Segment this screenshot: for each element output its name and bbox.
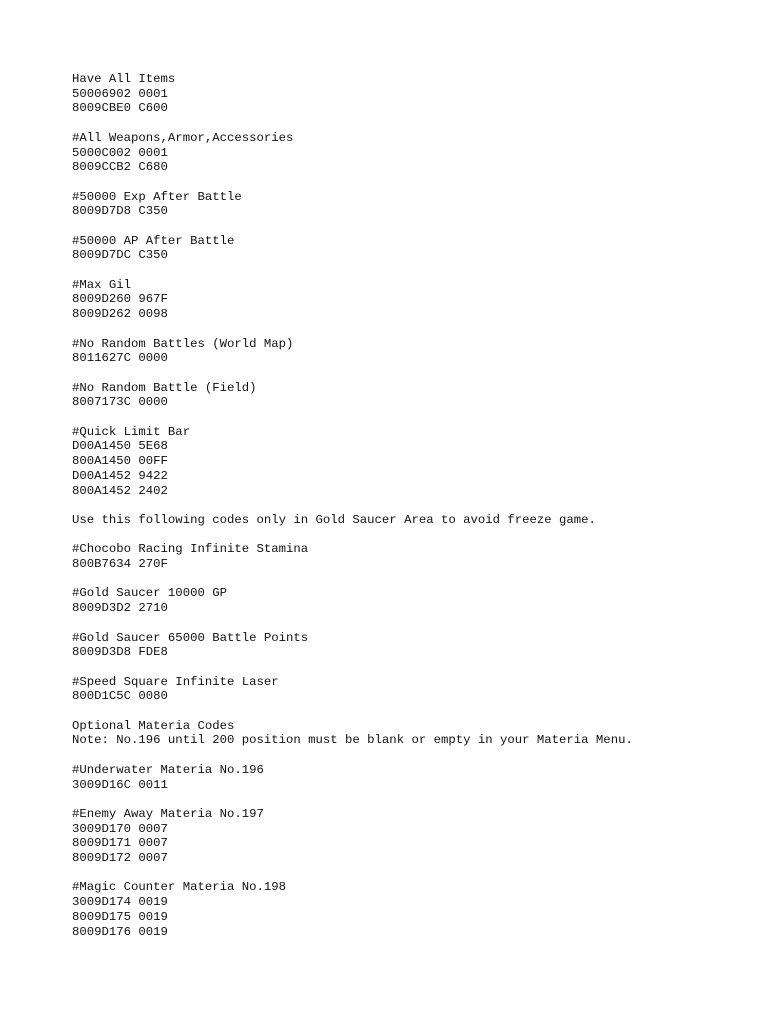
- code-line: 50006902 0001: [72, 86, 168, 101]
- code-block-no-random-battles-world: [72, 337, 762, 366]
- code-line: 8009D7DC C350: [72, 248, 168, 263]
- code-line: D00A1452 9422: [72, 468, 168, 483]
- code-line: 8009D7D8 C350: [72, 204, 168, 219]
- code-block-exp-after-battle: [72, 190, 762, 219]
- code-block-have-all-items: [72, 72, 762, 116]
- code-line: 800D1C5C 0080: [72, 689, 168, 704]
- block-heading: Have All Items: [72, 72, 176, 86]
- code-line: 3009D174 0019: [72, 895, 168, 910]
- code-line: 5000C002 0001: [72, 145, 168, 160]
- block-heading: #Speed Square Infinite Laser: [72, 674, 279, 689]
- code-line: 3009D16C 0011: [72, 777, 168, 792]
- code-block-battle-points: [72, 631, 762, 660]
- code-line: 8009D260 967F: [72, 292, 168, 307]
- block-heading: #No Random Battles (World Map): [72, 336, 294, 351]
- code-block-speed-square-laser: [72, 675, 762, 704]
- gold-saucer-note: [72, 513, 762, 528]
- note-text: Note: No.196 until 200 position must be blank or empty in your Materia Menu.: [72, 733, 633, 748]
- code-block-underwater-materia: [72, 763, 762, 792]
- code-line: 8007173C 0000: [72, 395, 168, 410]
- code-line: 800B7634 270F: [72, 557, 168, 572]
- code-line: 8009CCB2 C680: [72, 160, 168, 175]
- block-heading: #50000 AP After Battle: [72, 233, 235, 248]
- code-block-gold-saucer-gp: [72, 586, 762, 615]
- block-heading: #Enemy Away Materia No.197: [72, 806, 264, 821]
- code-line: 8009CBE0 C600: [72, 101, 168, 116]
- code-block-no-random-battle-field: [72, 381, 762, 410]
- block-heading: #Gold Saucer 10000 GP: [72, 586, 227, 601]
- code-line: 8009D3D8 FDE8: [72, 645, 168, 660]
- optional-materia-section: [72, 719, 762, 748]
- code-block-chocobo-stamina: [72, 542, 762, 571]
- code-line: 8009D3D2 2710: [72, 601, 168, 616]
- block-heading: #Gold Saucer 65000 Battle Points: [72, 630, 309, 645]
- code-block-ap-after-battle: [72, 234, 762, 263]
- code-line: 8009D172 0007: [72, 851, 168, 866]
- code-line: 800A1450 00FF: [72, 454, 168, 469]
- note-text: Use this following codes only in Gold Saucer Area to avoid freeze game.: [72, 512, 596, 527]
- block-heading: #Max Gil: [72, 277, 132, 292]
- code-block-enemy-away-materia: [72, 807, 762, 866]
- code-block-quick-limit-bar: [72, 425, 762, 499]
- block-heading: #Underwater Materia No.196: [72, 762, 264, 777]
- code-line: D00A1450 5E68: [72, 439, 168, 454]
- block-heading: #Quick Limit Bar: [72, 424, 191, 439]
- code-block-all-weapons: [72, 131, 762, 175]
- code-line: 8009D171 0007: [72, 836, 168, 851]
- cheat-code-document: [72, 72, 762, 954]
- block-heading: #All Weapons,Armor,Accessories: [72, 130, 294, 145]
- code-line: 8009D176 0019: [72, 924, 168, 939]
- block-heading: #No Random Battle (Field): [72, 380, 257, 395]
- block-heading: #Magic Counter Materia No.198: [72, 880, 287, 895]
- code-line: 800A1452 2402: [72, 483, 168, 498]
- block-heading: #Chocobo Racing Infinite Stamina: [72, 542, 309, 557]
- code-line: 8009D175 0019: [72, 909, 168, 924]
- code-line: 8009D262 0098: [72, 307, 168, 322]
- code-block-magic-counter-materia: [72, 880, 762, 939]
- code-line: 8011627C 0000: [72, 351, 168, 366]
- section-heading: Optional Materia Codes: [72, 718, 235, 733]
- block-heading: #50000 Exp After Battle: [72, 189, 242, 204]
- code-line: 3009D170 0007: [72, 821, 168, 836]
- code-block-max-gil: [72, 278, 762, 322]
